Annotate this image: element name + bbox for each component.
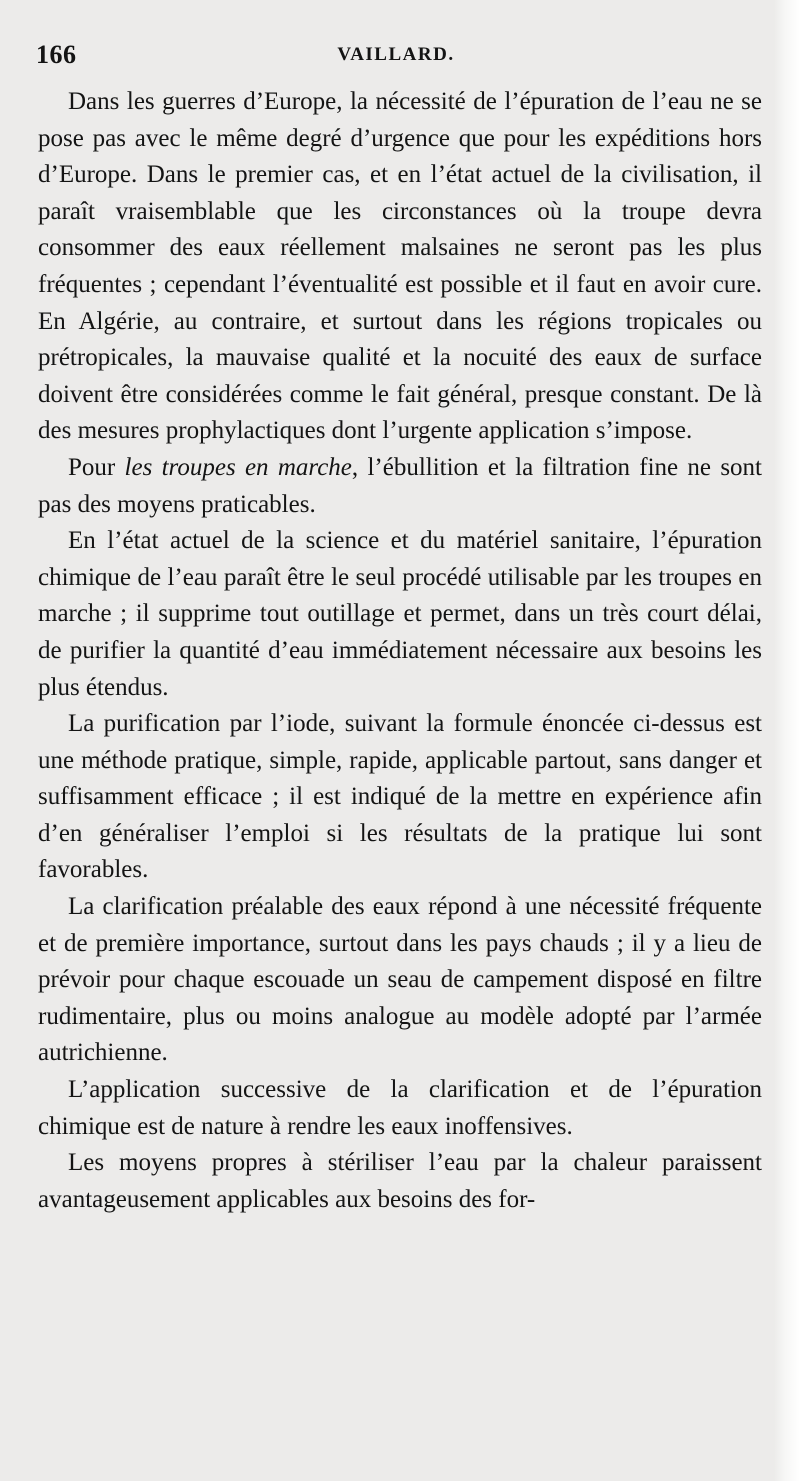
running-head: VAILLARD. bbox=[337, 44, 455, 65]
page-number: 166 bbox=[36, 40, 77, 69]
paragraph-2-italic: les troupes en marche bbox=[124, 453, 352, 481]
body-text bbox=[38, 84, 762, 1218]
paragraph-2-prefix: Pour bbox=[68, 453, 125, 481]
paragraph-3: En l’état actuel de la science et du matériel sanitaire, l’épuration chimique de l’eau paraît être le seul procédé utilisable par les troupes en marche ; il supprime tout outillage et permet, dans un très court délai, de purifier la quantité d’eau immédiatement nécessaire aux besoins les plus étendus. bbox=[38, 527, 762, 701]
page-edge bbox=[774, 0, 800, 1481]
paragraph-2-rest: , l’ébullition et la filtration fine ne sont pas des moyens praticables. bbox=[38, 453, 762, 518]
paragraph-5: La clarification préalable des eaux répond à une nécessité fréquente et de première importance, surtout dans les pays chauds ; il y a lieu de prévoir pour chaque escouade un seau de campement disposé en filtre rudimentaire, plus ou moins analogue au modèle adopté par l’armée autrichienne. bbox=[38, 893, 762, 1067]
paragraph-4: La purification par l’iode, suivant la formule énoncée ci-dessus est une méthode pratique, simple, rapide, applicable partout, sans danger et suffisamment efficace ; il est indiqué de la mettre en expérience afin d’en généraliser l’emploi si les résultats de la pratique lui sont favorables. bbox=[38, 710, 762, 884]
paragraph-2 bbox=[38, 450, 762, 523]
page-header bbox=[36, 40, 756, 74]
paragraph-6: L’application successive de la clarification et de l’épuration chimique est de nature à rendre les eaux inoffensives. bbox=[38, 1076, 762, 1140]
paragraph-1: Dans les guerres d’Europe, la nécessité de l’épuration de l’eau ne se pose pas avec le même degré d’urgence que pour les expéditions hors d’Europe. Dans le premier cas, et en l’état actuel de la civilisation, il paraît vraisemblable que les circonstances où la troupe devra consommer des eaux réellement malsaines ne seront pas les plus fréquentes ; cependant l’éventualité est possible et il faut en avoir cure. En Algérie, au contraire, et surtout dans les régions tropicales ou prétropicales, la mauvaise qualité et la nocuité des eaux de surface doivent être considérées comme le fait général, presque constant. De là des mesures prophylactiques dont l’urgente application s’impose. bbox=[38, 88, 762, 445]
paragraph-7: Les moyens propres à stériliser l’eau par la chaleur paraissent avantageusement applicables aux besoins des for- bbox=[38, 1149, 762, 1213]
